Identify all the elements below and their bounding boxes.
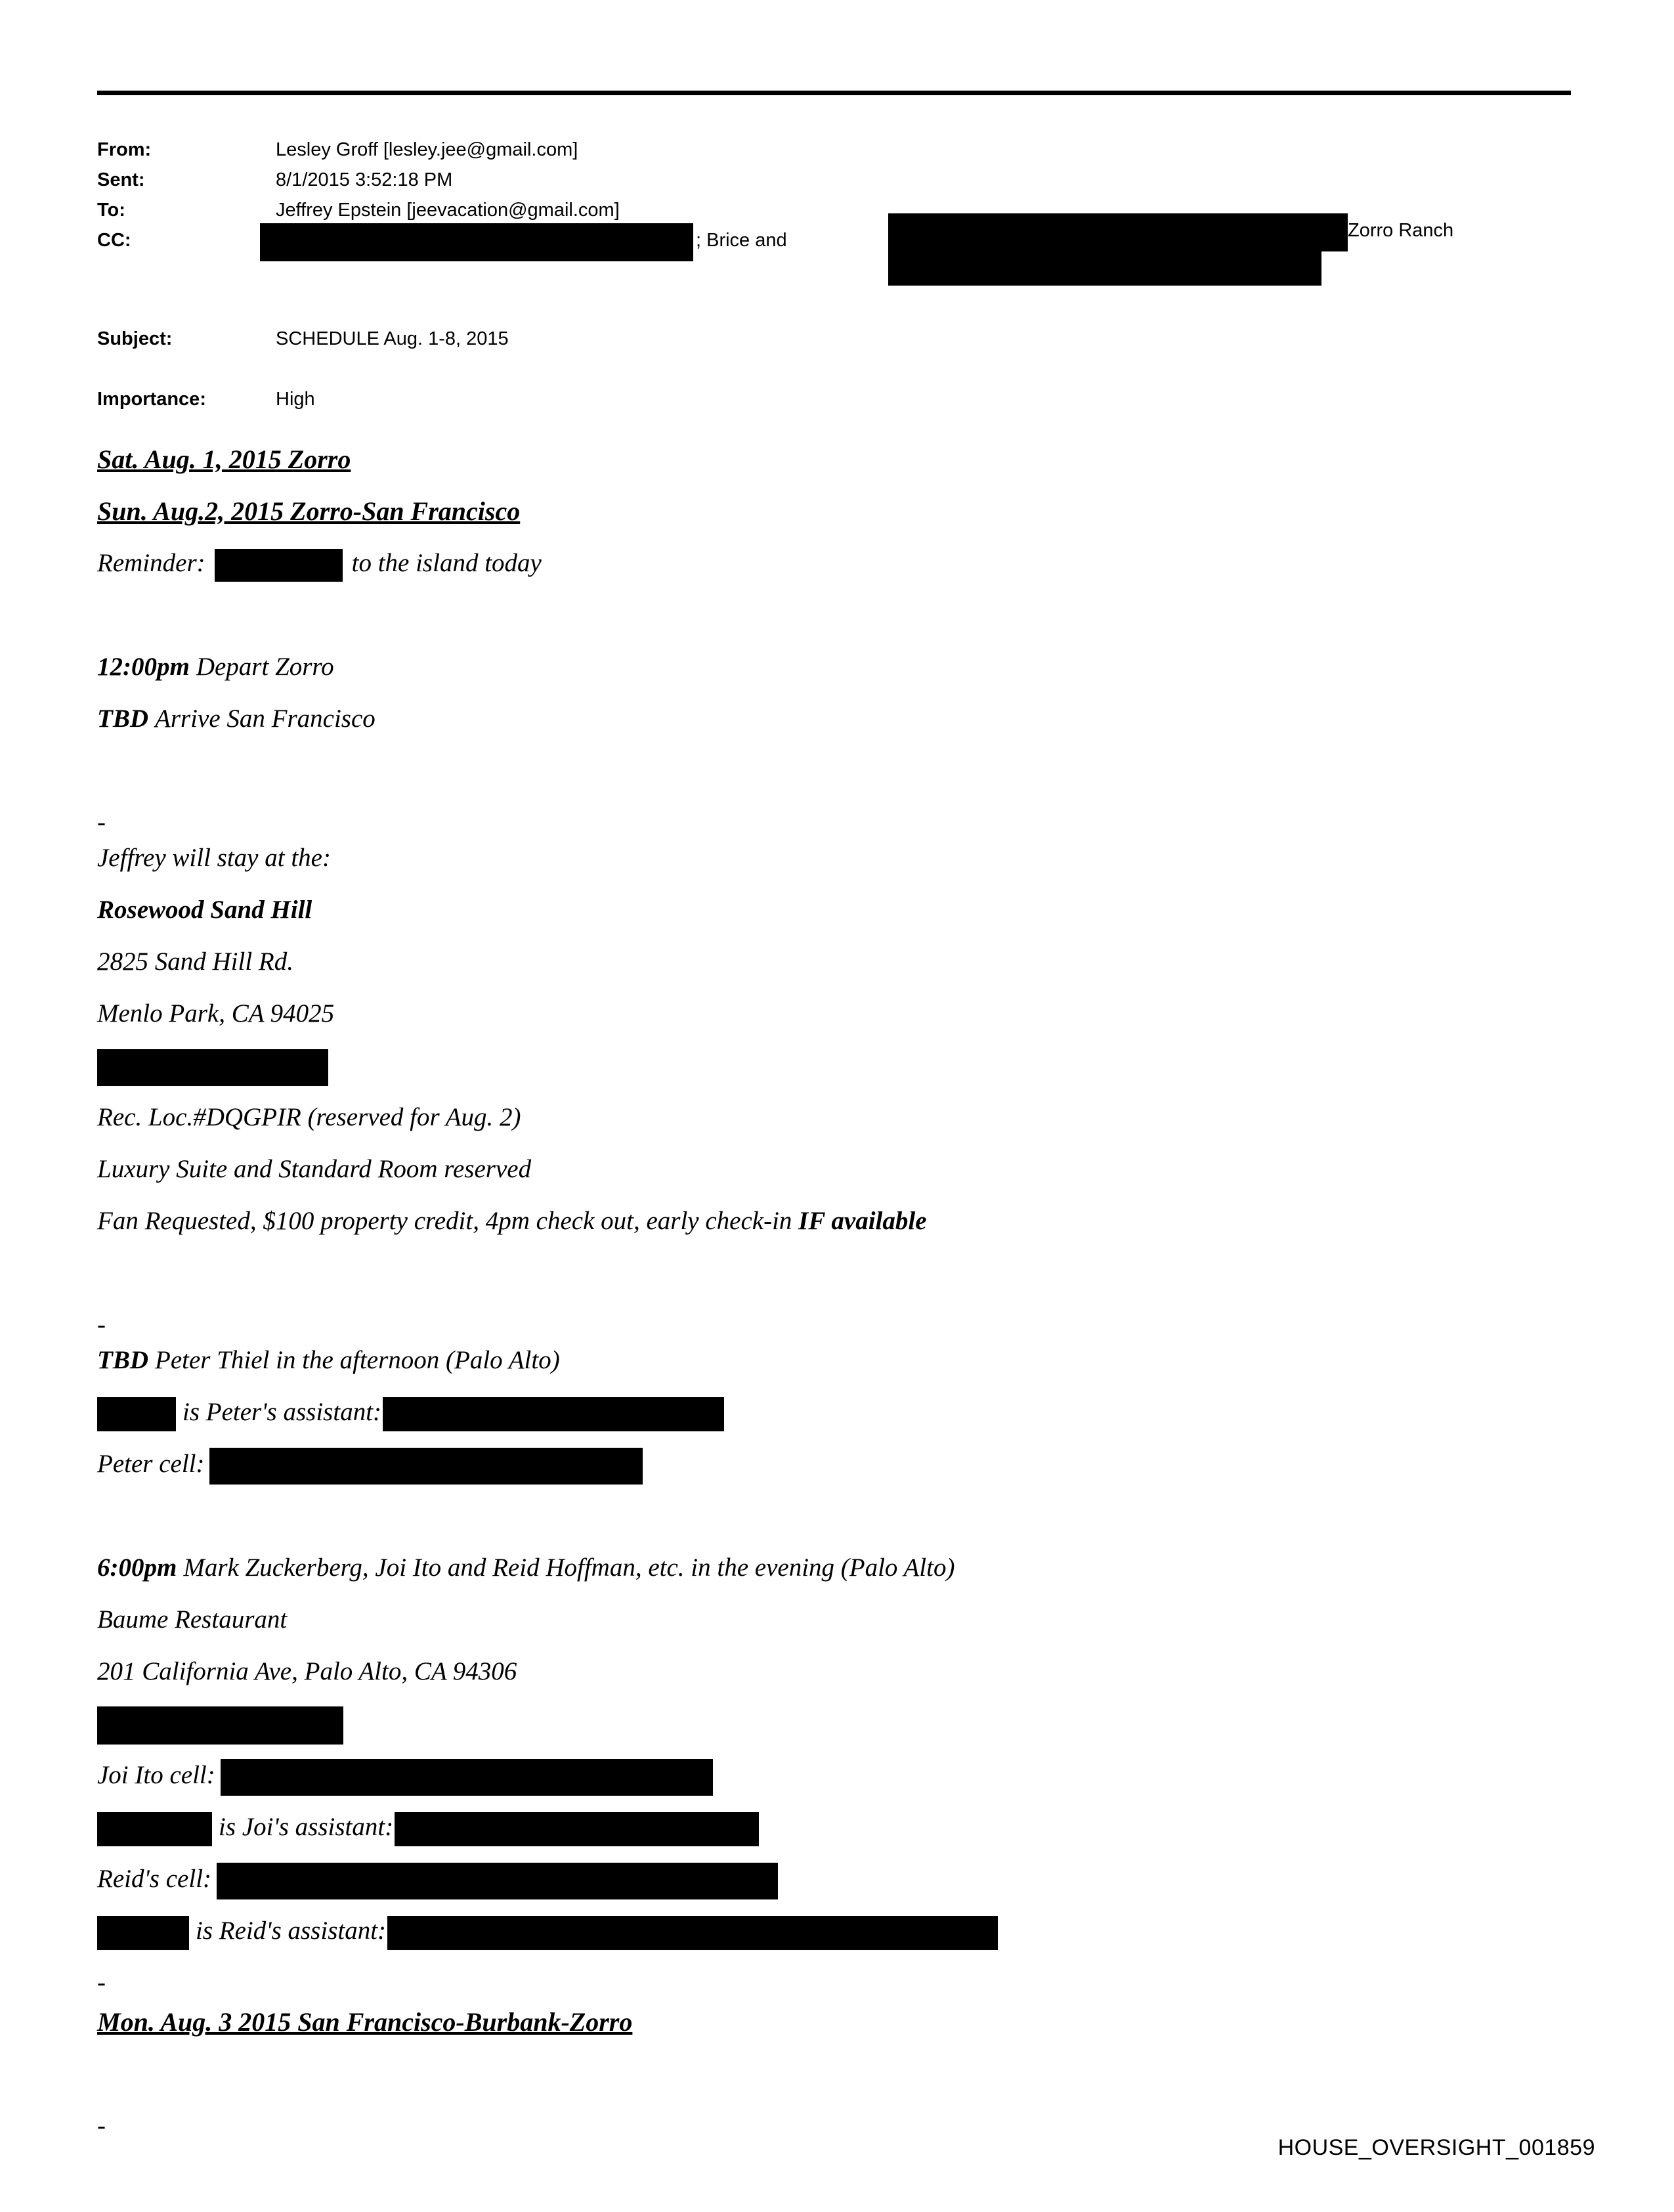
importance-label: Importance: <box>97 389 206 410</box>
hotel-name: Rosewood Sand Hill <box>97 896 312 924</box>
joi-assistant-label: is Joi's assistant: <box>219 1813 394 1841</box>
body-spacer-4 <box>97 1490 1581 1542</box>
body-line-reid-cell <box>97 1853 1581 1905</box>
dinner-time: 6:00pm <box>97 1553 177 1582</box>
body-line-hotel-name <box>97 884 1581 936</box>
body-line-thiel <box>97 1334 1581 1386</box>
restaurant-name: Baume Restaurant <box>97 1605 288 1634</box>
header-row-sent <box>97 165 1574 195</box>
stay-at-text: Jeffrey will stay at the: <box>97 844 331 872</box>
thiel-cell-label: Peter cell: <box>97 1450 205 1478</box>
restaurant-phone-redaction <box>97 1706 343 1745</box>
hotel-phone-redaction <box>97 1049 328 1086</box>
body-line-heading-sun <box>97 485 1581 537</box>
arrive-text: Arrive San Francisco <box>155 705 376 733</box>
cc-redaction-2 <box>888 213 1348 251</box>
body-line-rec-loc <box>97 1091 1581 1143</box>
body-line-restaurant-redaction <box>97 1697 1581 1749</box>
body-line-restaurant <box>97 1594 1581 1645</box>
bullet-dash-3: - <box>97 1968 106 1997</box>
reminder-redaction <box>215 549 343 582</box>
body-line-depart <box>97 641 1581 693</box>
heading-sat-aug1: Sat. Aug. 1, 2015 Zorro <box>97 445 351 474</box>
joi-assistant-name-redaction <box>97 1812 212 1846</box>
body-line-hotel-city <box>97 987 1581 1039</box>
body-line-stay-at <box>97 832 1581 884</box>
body-line-reminder <box>97 537 1581 589</box>
arrive-time: TBD <box>97 705 148 733</box>
reid-cell-label: Reid's cell: <box>97 1865 212 1893</box>
cc-label: CC: <box>97 230 131 251</box>
importance-value: High <box>276 389 315 410</box>
to-value: Jeffrey Epstein [jeevacation@gmail.com] <box>276 200 620 221</box>
body-line-heading-mon <box>97 1996 1581 2048</box>
reminder-label: Reminder: <box>97 549 205 577</box>
reservation-locator: Rec. Loc.#DQGPIR (reserved for Aug. 2) <box>97 1103 521 1131</box>
body-line-dash-4 <box>97 2100 1581 2140</box>
body-spacer-2 <box>97 745 1581 796</box>
to-label: To: <box>97 200 125 221</box>
bullet-dash-1: - <box>97 808 106 836</box>
depart-time: 12:00pm <box>97 653 190 681</box>
body-spacer-3 <box>97 1247 1581 1299</box>
body-line-dash-3 <box>97 1957 1581 1996</box>
body-line-reid-assistant <box>97 1905 1581 1957</box>
sent-value: 8/1/2015 3:52:18 PM <box>276 169 453 190</box>
header-divider-rule <box>97 91 1571 95</box>
thiel-assistant-label: is Peter's assistant: <box>182 1398 382 1426</box>
fan-request-text: Fan Requested, $100 property credit, 4pm check out, early check-in <box>97 1207 799 1235</box>
subject-value: SCHEDULE Aug. 1-8, 2015 <box>276 328 509 349</box>
cc-text-1: ; Brice and <box>696 230 787 251</box>
bullet-dash-2: - <box>97 1311 106 1339</box>
depart-text: Depart Zorro <box>196 653 334 681</box>
body-line-dinner <box>97 1542 1581 1594</box>
reid-assistant-contact-redaction <box>387 1916 998 1950</box>
bates-stamp: HOUSE_OVERSIGHT_001859 <box>1277 2135 1595 2160</box>
body-line-dash-2 <box>97 1299 1581 1339</box>
hotel-street: 2825 Sand Hill Rd. <box>97 947 293 976</box>
header-row-cc <box>97 220 1574 296</box>
cc-redaction-1 <box>260 223 693 261</box>
body-line-heading-sat <box>97 433 1581 485</box>
body-line-dash-1 <box>97 796 1581 836</box>
from-label: From: <box>97 139 152 160</box>
body-spacer-1 <box>97 589 1581 641</box>
dinner-text: Mark Zuckerberg, Joi Ito and Reid Hoffman, etc. in the evening (Palo Alto) <box>183 1553 955 1582</box>
header-row-from <box>97 135 1574 165</box>
body-spacer-5 <box>97 2048 1581 2100</box>
joi-assistant-contact-redaction <box>395 1812 759 1846</box>
body-line-thiel-assistant <box>97 1386 1581 1438</box>
thiel-text: Peter Thiel in the afternoon (Palo Alto) <box>155 1346 560 1374</box>
thiel-assistant-contact-redaction <box>383 1397 724 1431</box>
header-row-importance <box>97 384 1574 414</box>
fan-request-emphasis: IF available <box>798 1207 927 1235</box>
thiel-cell-redaction <box>209 1448 643 1485</box>
reminder-suffix: to the island today <box>351 549 542 577</box>
body-line-rooms <box>97 1143 1581 1195</box>
heading-sun-aug2: Sun. Aug.2, 2015 Zorro-San Francisco <box>97 496 521 526</box>
body-line-thiel-cell <box>97 1438 1581 1490</box>
hotel-city: Menlo Park, CA 94025 <box>97 999 335 1028</box>
body-line-joi-cell <box>97 1749 1581 1801</box>
schedule-body <box>97 433 1581 2140</box>
body-line-arrive <box>97 693 1581 745</box>
reid-assistant-name-redaction <box>97 1916 189 1950</box>
bullet-dash-4: - <box>97 2112 106 2140</box>
body-line-hotel-redaction <box>97 1039 1581 1091</box>
sent-label: Sent: <box>97 169 145 190</box>
reid-cell-redaction <box>217 1863 778 1899</box>
restaurant-address: 201 California Ave, Palo Alto, CA 94306 <box>97 1657 517 1685</box>
rooms-reserved: Luxury Suite and Standard Room reserved <box>97 1155 532 1183</box>
subject-label: Subject: <box>97 328 173 349</box>
cc-text-2: Zorro Ranch <box>1348 220 1454 241</box>
body-line-hotel-street <box>97 936 1581 987</box>
thiel-assistant-name-redaction <box>97 1397 176 1431</box>
from-value: Lesley Groff [lesley.jee@gmail.com] <box>276 139 578 160</box>
email-header-block <box>97 135 1574 414</box>
heading-mon-aug3: Mon. Aug. 3 2015 San Francisco-Burbank-Zorro <box>97 2007 633 2037</box>
joi-cell-redaction <box>221 1759 713 1796</box>
body-line-restaurant-address <box>97 1645 1581 1697</box>
joi-cell-label: Joi Ito cell: <box>97 1761 215 1789</box>
body-line-joi-assistant <box>97 1801 1581 1853</box>
thiel-time: TBD <box>97 1346 148 1374</box>
cc-redaction-3 <box>888 251 1321 286</box>
body-line-fan-request <box>97 1195 1581 1247</box>
header-row-subject <box>97 324 1574 354</box>
reid-assistant-label: is Reid's assistant: <box>196 1917 387 1945</box>
